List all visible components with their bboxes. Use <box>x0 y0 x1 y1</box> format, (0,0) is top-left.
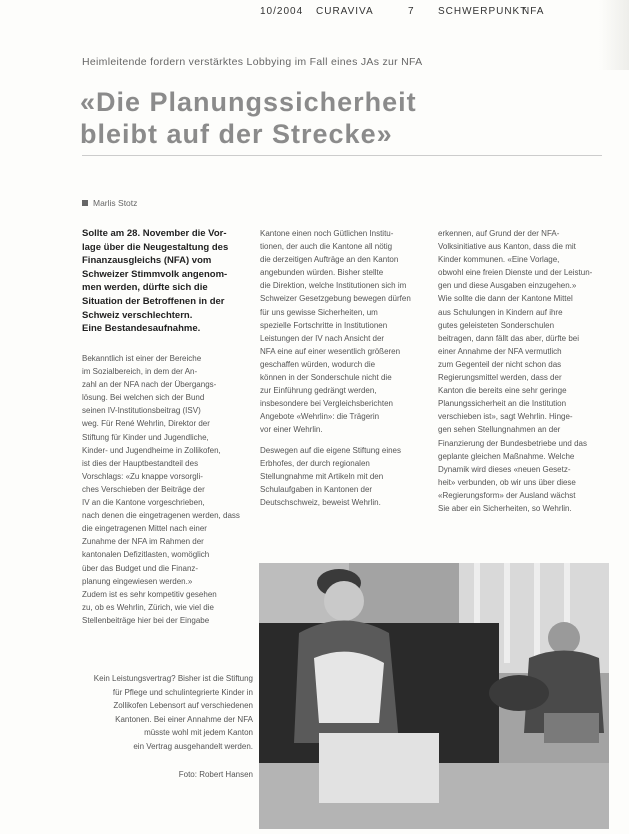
issue-number: 10/2004 <box>260 6 304 17</box>
text-line: gen sehen Stellungnahmen an der <box>438 425 561 435</box>
text-line: lösung. Bei welchen sich der Bund <box>82 393 205 403</box>
text-line: Finanzierung der Bundesbetriebe und das <box>438 438 587 448</box>
text-line: Regierungsmittel werden, dass der <box>438 373 562 383</box>
kicker: Heimleitende fordern verstärktes Lobbying im Fall eines JAs zur NFA <box>82 56 423 68</box>
text-line: heit» verbunden, ob wir uns über diese <box>438 477 576 487</box>
text-line: Stiftung für Kinder und Jugendliche, <box>82 432 209 442</box>
text-line: über das Budget und die Finanz- <box>82 563 199 573</box>
topic-name: NFA <box>522 6 545 17</box>
body-column-2 <box>260 227 430 516</box>
text-line: nach denen die eingetragenen werden, dass <box>82 511 240 521</box>
magazine-name: CURAVIVA <box>316 6 374 17</box>
byline-marker <box>82 200 88 206</box>
title-line: bleibt auf der Strecke» <box>80 119 393 149</box>
text-line: Schweiz verschlechtern. <box>82 309 193 321</box>
text-line: vor einer Wehrlin. <box>260 425 323 435</box>
text-line: Planungssicherheit an die Institution <box>438 399 567 409</box>
text-line: tionen, der auch die Kantone all nötig <box>260 242 393 252</box>
text-line: aus Schulungen in Kindern auf ihre <box>438 307 563 317</box>
text-line: Zollikofen Lebensort auf verschiedenen <box>113 701 253 710</box>
text-line: erkennen, auf Grund der der NFA- <box>438 229 560 238</box>
text-line: die Direktion, welche Institutionen sich im <box>260 281 407 291</box>
text-line: Situation der Betroffenen in der <box>82 295 225 307</box>
text-line: Kanton die bereits eine sehr geringe <box>438 386 567 396</box>
text-line: ches Verschieben der Beiträge der <box>82 484 205 494</box>
text-line: Schweizer Gesetzgebung bewegen dürfen <box>260 294 411 304</box>
page-corner <box>599 0 629 70</box>
article-photo <box>259 563 609 829</box>
text-line: angebunden würden. Bisher stellte <box>260 268 384 278</box>
text-line: beitragen, dann fällt das aber, dürfte bei <box>438 333 579 343</box>
photo-illustration <box>259 563 609 829</box>
text-line: Bekanntlich ist einer der Bereiche <box>82 354 202 363</box>
text-line: Zudem ist es sehr kompetitiv gesehen <box>82 589 217 599</box>
text-line: gen und diese Ausgaben einzugehen.» <box>438 281 577 291</box>
text-line: Kinder kommunen. «Eine Vorlage, <box>438 255 560 265</box>
text-line: Wie sollte die dann der Kantone Mittel <box>438 294 573 304</box>
text-line: Deutschschweiz, beweist Wehrlin. <box>260 497 381 507</box>
text-line: für Pflege und schulintegrierte Kinder in <box>112 687 253 697</box>
text-line: insbesondere bei Vergleichsberichten <box>260 399 393 409</box>
text-line: weg. Für René Wehrlin, Direktor der <box>82 419 210 429</box>
body-column-1 <box>82 352 254 627</box>
text-line: Eine Bestandesaufnahme. <box>82 323 201 335</box>
text-line: Kein Leistungsvertrag? Bisher ist die Stiftung <box>93 674 253 683</box>
text-line: Zunahme der NFA im Rahmen der <box>82 537 204 547</box>
page-title <box>80 86 417 150</box>
text-line: einer Annahme der NFA vermutlich <box>438 346 562 356</box>
text-line: Stellungnahme mit Artikeln mit den <box>260 471 384 481</box>
paragraph <box>260 227 430 437</box>
text-line: zahl an der NFA nach der Übergangs- <box>82 380 217 390</box>
author-name: Marlis Stotz <box>93 198 138 208</box>
text-line: im Sozialbereich, in dem der An- <box>82 367 198 377</box>
text-line: verschieben ist», sagt Wehrlin. Hinge- <box>438 412 573 422</box>
photo-credit: Foto: Robert Hansen <box>178 770 253 779</box>
photo-caption <box>88 672 253 753</box>
section-name: SCHWERPUNKT <box>438 6 528 17</box>
text-line: gutes geleisteten Sonderschulen <box>438 320 555 330</box>
text-line: men werden, dürfte sich die <box>82 282 208 294</box>
text-line: spezielle Fortschritte in Institutionen <box>260 320 388 330</box>
text-line: geplante gleichen Maßnahme. Welche <box>438 451 575 461</box>
text-line: lage über die Neugestaltung des <box>82 241 229 253</box>
text-line: zu, ob es Wehrlin, Zürich, wie viel die <box>82 602 214 612</box>
text-line: Angebote «Wehrlin»: die Trägerin <box>260 412 380 422</box>
text-line: Kantonen. Bei einer Annahme der NFA <box>115 714 253 724</box>
text-line: ein Vertrag ausgehandelt werden. <box>133 741 253 751</box>
text-line: Sie aber ein Sicherheiten, so Wehrlin. <box>438 503 572 513</box>
title-line: «Die Planungssicherheit <box>80 87 417 117</box>
text-line: obwohl eine freien Dienste und der Leistun- <box>438 268 593 278</box>
body-column-3 <box>438 227 603 515</box>
text-line: die eingetragenen Mittel nach einer <box>82 524 207 534</box>
text-line: «Regierungsform» der Ausland wächst <box>438 490 576 500</box>
text-line: geschaffen würden, wodurch die <box>260 359 376 369</box>
text-line: IV an die Kantone vorgeschrieben, <box>82 498 205 508</box>
text-line: Stellenbeiträge hier bei der Eingabe <box>82 615 210 625</box>
text-line: Vorschlags: «Zu knappe vorsorgli- <box>82 471 203 481</box>
text-line: planung eingewiesen werden.» <box>82 576 193 586</box>
text-line: die derzeitigen Aufträge an den Kanton <box>260 255 399 265</box>
text-line: Sollte am 28. November die Vor- <box>82 228 227 239</box>
text-line: müsste wohl mit jedem Kanton <box>144 728 253 737</box>
text-line: Deswegen auf die eigene Stiftung eines <box>260 445 401 455</box>
divider <box>82 155 602 156</box>
text-line: Dynamik wird dieses «neuen Gesetz- <box>438 464 571 474</box>
text-line: ist dies der Hauptbestandteil des <box>82 458 199 468</box>
lead-paragraph <box>82 227 254 336</box>
paragraph <box>260 444 430 509</box>
text-line: Schweizer Stimmvolk angenom- <box>82 268 228 280</box>
text-line: Schulaufgaben in Kantonen der <box>260 484 373 494</box>
text-line: Leistungen der IV nach Ansicht der <box>260 333 385 343</box>
text-line: Kantone einen noch Gütlichen Institu- <box>260 229 394 238</box>
page-number: 7 <box>408 6 415 17</box>
byline <box>82 198 137 208</box>
text-line: kantonalen Defizitlasten, womöglich <box>82 550 210 560</box>
text-line: für uns gewisse Sicherheiten, um <box>260 307 378 317</box>
text-line: Erbhofes, der durch regionalen <box>260 458 370 468</box>
text-line: zur Einführung gedrängt werden, <box>260 386 377 396</box>
text-line: seinen IV-Institutionsbeitrag (ISV) <box>82 406 201 416</box>
text-line: Volksinitiative aus Kanton, dass die mit <box>438 242 576 252</box>
text-line: Finanzausgleichs (NFA) vom <box>82 255 212 267</box>
text-line: zum Gegenteil der nicht schon das <box>438 359 562 369</box>
text-line: Kinder- und Jugendheime in Zollikofen, <box>82 445 221 455</box>
text-line: NFA eine auf einer wesentlich größeren <box>260 346 401 356</box>
text-line: können in der Sonderschule nicht die <box>260 373 392 383</box>
